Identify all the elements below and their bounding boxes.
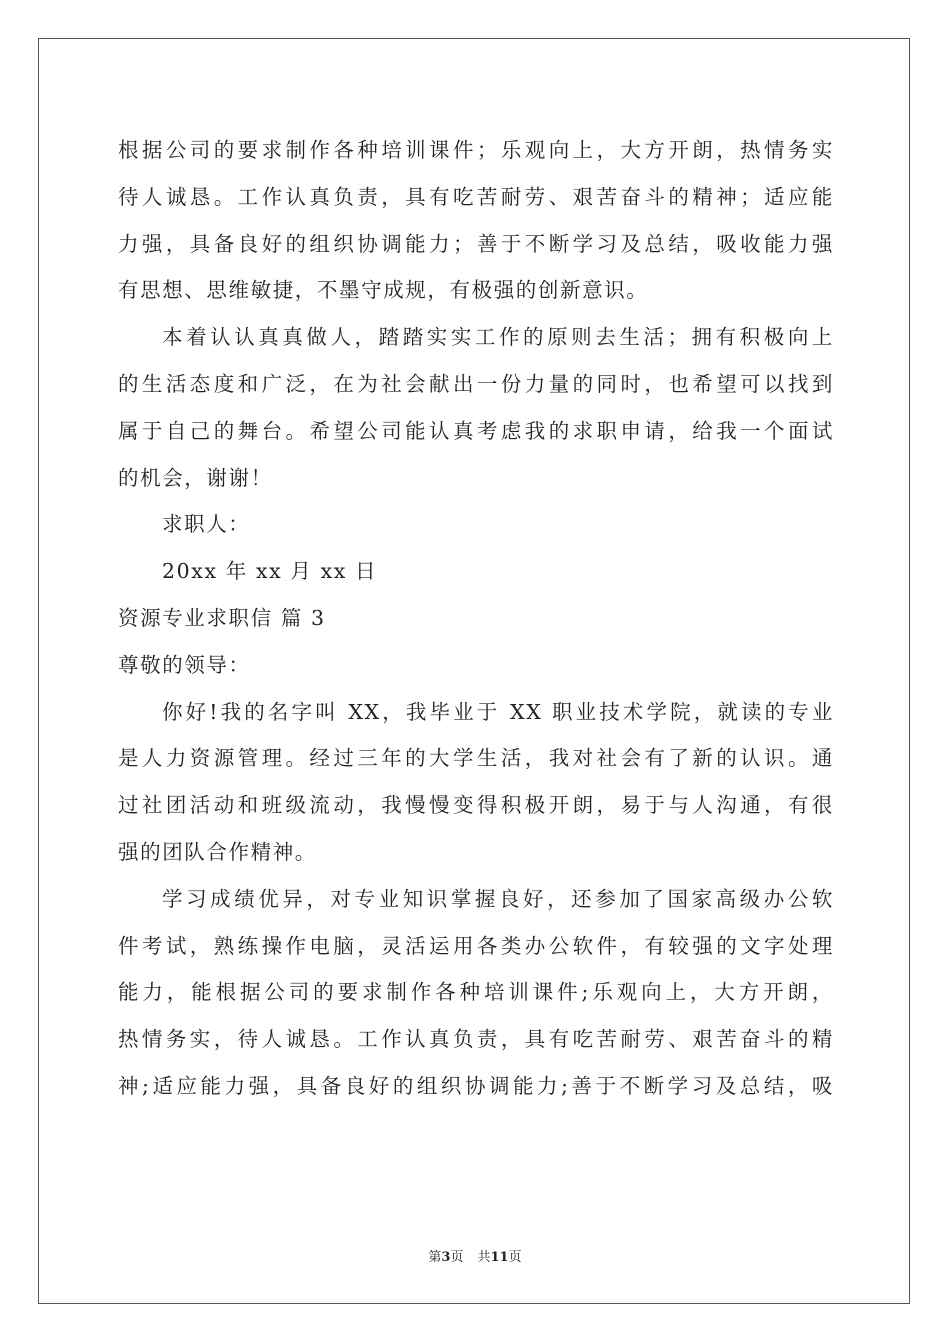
- text-line: 热情务实，待人诚恳。工作认真负责，具有吃苦耐劳、艰苦奋斗的精: [118, 1027, 834, 1052]
- total-prefix: 共: [477, 1250, 491, 1265]
- applicant-label: 求职人：: [162, 512, 251, 537]
- text-line: 根据公司的要求制作各种培训课件；乐观向上，大方开朗，热情务实: [118, 138, 834, 162]
- page-footer: [0, 1246, 950, 1265]
- letter-date: 20xx 年 xx 月 xx 日: [162, 559, 378, 584]
- text-line: 件考试，熟练操作电脑，灵活运用各类办公软件，有较强的文字处理: [118, 933, 834, 958]
- paragraph-start: 学习成绩优异，对专业知识掌握良好，还参加了国家高级办公软: [162, 886, 834, 911]
- salutation: 尊敬的领导：: [118, 652, 251, 677]
- text-line: 力强，具备良好的组织协调能力；善于不断学习及总结，吸收能力强: [118, 231, 834, 256]
- text-line: 有思想、思维敏捷，不墨守成规，有极强的创新意识。: [118, 278, 649, 303]
- document-body: [118, 127, 834, 1110]
- total-pages: 11: [490, 1250, 509, 1265]
- page-prefix: 第: [428, 1250, 442, 1265]
- text-line: 属于自己的舞台。希望公司能认真考虑我的求职申请，给我一个面试: [118, 418, 834, 443]
- text-line: 过社团活动和班级流动，我慢慢变得积极开朗，易于与人沟通，有很: [118, 793, 834, 818]
- page-number: 3: [441, 1250, 451, 1265]
- text-line: 能力，能根据公司的要求制作各种培训课件;乐观向上，大方开朗，: [118, 980, 834, 1005]
- section-heading: 资源专业求职信 篇 3: [118, 605, 326, 630]
- page-suffix: 页: [450, 1250, 464, 1265]
- text-line: 的机会，谢谢！: [118, 465, 273, 490]
- text-line: 待人诚恳。工作认真负责，具有吃苦耐劳、艰苦奋斗的精神；适应能: [118, 184, 834, 209]
- text-line: 神;适应能力强，具备良好的组织协调能力;善于不断学习及总结，吸: [118, 1073, 834, 1098]
- total-suffix: 页: [508, 1250, 522, 1265]
- paragraph-start: 本着认认真真做人，踏踏实实工作的原则去生活；拥有积极向上: [162, 325, 834, 350]
- text-line: 强的团队合作精神。: [118, 839, 317, 864]
- text-line: 是人力资源管理。经过三年的大学生活，我对社会有了新的认识。通: [118, 746, 834, 771]
- text-line: 的生活态度和广泛，在为社会献出一份力量的同时，也希望可以找到: [118, 371, 834, 396]
- paragraph-start: 你好!我的名字叫 XX，我毕业于 XX 职业技术学院，就读的专业: [162, 699, 834, 724]
